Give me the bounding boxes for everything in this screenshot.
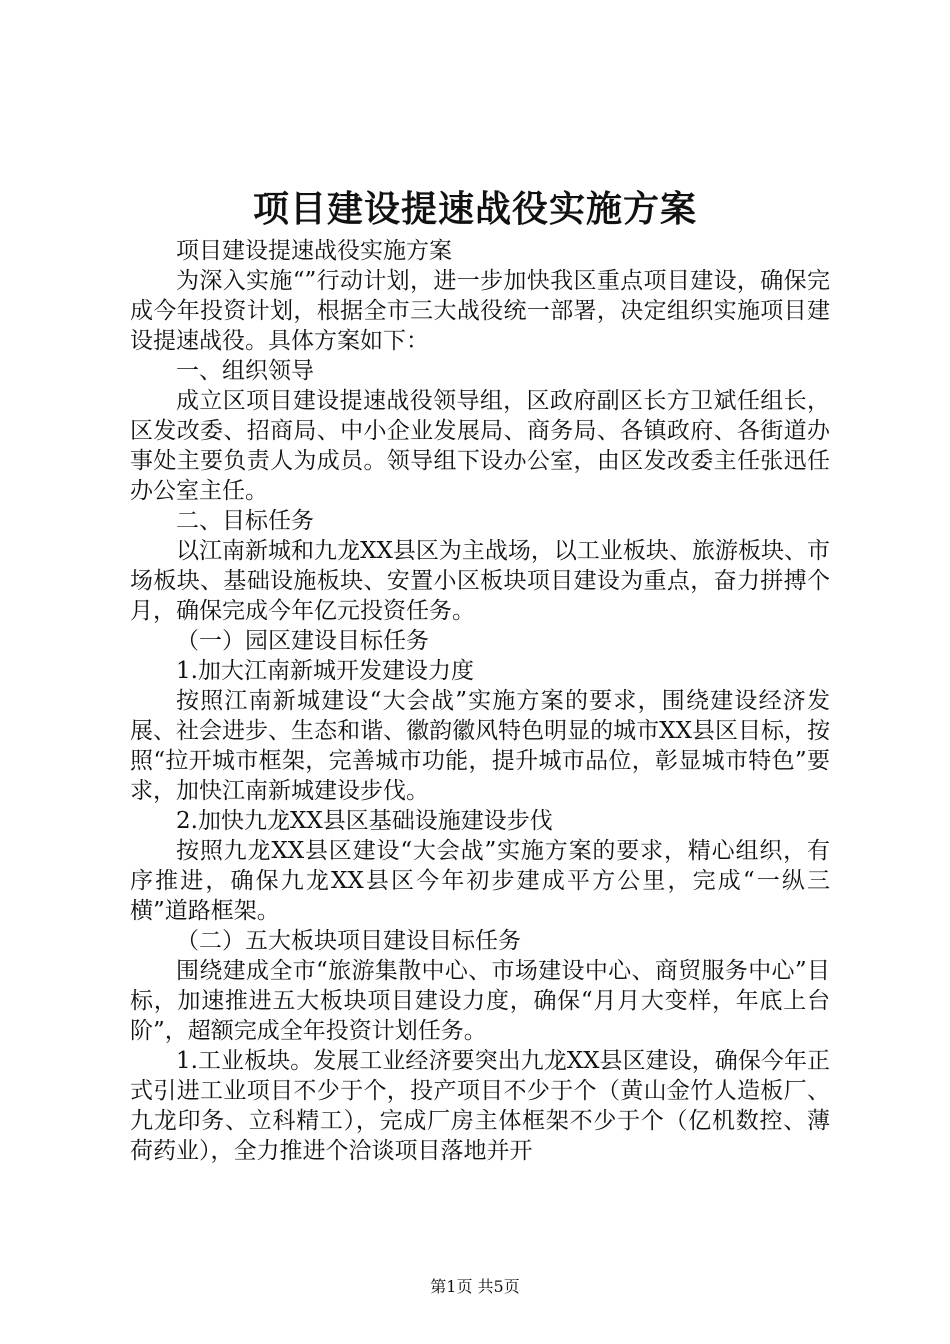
- heading-jiangnan: 1.加大江南新城开发建设力度: [176, 658, 474, 684]
- paragraph-jiangnan: 按照江南新城建设“大会战”实施方案的要求，围绕建设经济发展、社会进步、生态和谐、徽韵徽风特色明显的城市XX县区目标，按照“拉开城市框架，完善城市功能，提升城市品位，彰显城市特色”要求，加快江南新城建设步伐。: [130, 688, 830, 804]
- paragraph-intro: 为深入实施“”行动计划，进一步加快我区重点项目建设，确保完成今年投资计划，根据全市三大战役统一部署，决定组织实施项目建设提速战役。具体方案如下：: [130, 268, 830, 354]
- document-body: [130, 236, 830, 1166]
- paragraph-five-sectors: 围绕建成全市“旅游集散中心、市场建设中心、商贸服务中心”目标，加速推进五大板块项目建设力度，确保“月月大变样，年底上台阶”，超额完成全年投资计划任务。: [130, 958, 830, 1044]
- paragraph-organization: 成立区项目建设提速战役领导组，区政府副区长方卫斌任组长，区发改委、招商局、中小企业发展局、商务局、各镇政府、各街道办事处主要负责人为成员。领导组下设办公室，由区发改委主任张迅任办公室主任。: [130, 388, 830, 504]
- page-footer: 第1页 共5页: [430, 1277, 520, 1296]
- heading-five-sectors: （二）五大板块项目建设目标任务: [176, 928, 521, 954]
- heading-park-construction: （一）园区建设目标任务: [176, 628, 429, 654]
- document-title: 项目建设提速战役实施方案: [252, 188, 697, 230]
- paragraph-targets: 以江南新城和九龙XX县区为主战场，以工业板块、旅游板块、市场板块、基础设施板块、安置小区板块项目建设为重点，奋力拼搏个月，确保完成今年亿元投资任务。: [130, 538, 830, 624]
- heading-jiulong: 2.加快九龙XX县区基础设施建设步伐: [176, 808, 553, 834]
- paragraph-industry-sector: 1.工业板块。发展工业经济要突出九龙XX县区建设，确保今年正式引进工业项目不少于个，投产项目不少于个（黄山金竹人造板厂、九龙印务、立科精工），完成厂房主体框架不少于个（亿机数控、薄荷药业），全力推进个洽谈项目落地并开: [130, 1048, 830, 1164]
- heading-targets: 二、目标任务: [176, 508, 314, 534]
- paragraph-jiulong: 按照九龙XX县区建设“大会战”实施方案的要求，精心组织，有序推进，确保九龙XX县区今年初步建成平方公里，完成“一纵三横”道路框架。: [130, 838, 830, 924]
- heading-organization: 一、组织领导: [176, 358, 314, 384]
- paragraph-subtitle: 项目建设提速战役实施方案: [176, 238, 452, 264]
